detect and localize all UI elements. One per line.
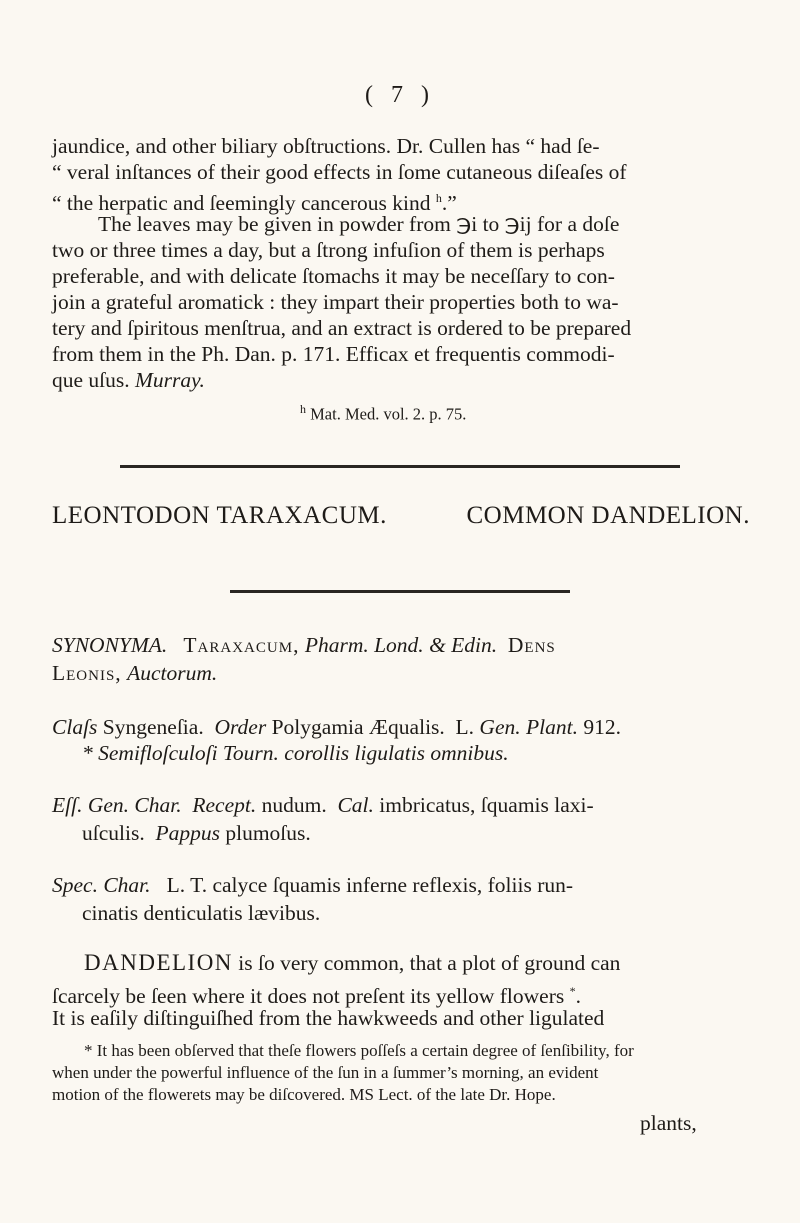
footnote-line: motion of the flowerets may be diſcovered. MS Lect. of the late Dr. Hope. xyxy=(52,1085,556,1104)
ess-gen-char-line xyxy=(52,792,594,818)
heading-latin: LEONTODON TARAXACUM. xyxy=(52,502,387,529)
text-span: que uſus. xyxy=(52,368,130,392)
tournefort-line: * Semifloſculoſi Tourn. corollis ligulatis omnibus. xyxy=(82,741,509,765)
text-span: .” xyxy=(441,191,457,216)
order-value: Polygamia Æqualis. xyxy=(271,715,445,739)
footnote-line: when under the powerful influence of the ſun in a ſummer’s morning, an evident xyxy=(52,1063,599,1082)
text-line: jaundice, and other biliary obſtructions. Dr. Cullen has “ had ſe- xyxy=(52,134,600,158)
text-span: ſcarcely be ſeen where it does not preſent its yellow flowers xyxy=(52,984,565,1009)
text-line: “ veral inſtances of their good effects in ſome cutaneous diſeaſes of xyxy=(52,160,627,184)
pappus-label: Pappus xyxy=(155,821,220,845)
calyx-label: Cal. xyxy=(337,793,374,817)
pappus-value: plumoſus. xyxy=(225,821,311,845)
spec-value: L. T. calyce ſquamis inferne reflexis, foliis run- xyxy=(166,873,574,897)
footnote-line: * It has been obſerved that theſe flowers poſſeſs a certain degree of ſenſibility, for xyxy=(84,1041,634,1060)
linnaeus-abbrev: L. xyxy=(455,715,475,739)
synonyma-line xyxy=(52,632,556,658)
calyx-value: imbricatus, ſquamis laxi- xyxy=(379,793,594,817)
text-line: join a grateful aromatick : they impart their properties both to wa- xyxy=(52,290,619,314)
synonym-name: Dens xyxy=(507,633,556,657)
divider-rule xyxy=(120,465,680,468)
heading-english: COMMON DANDELION. xyxy=(466,502,750,529)
calyx-value: uſculis. xyxy=(82,821,145,845)
catchword: plants, xyxy=(640,1111,697,1135)
text-span: “ the herpatic and ſeemingly cancerous kind xyxy=(52,191,431,216)
page-number: ( 7 ) xyxy=(365,82,435,108)
synonym-name: Leonis, xyxy=(52,661,122,685)
lead-word: DANDELION xyxy=(84,950,233,975)
text-line xyxy=(52,367,205,393)
genus-ref: Gen. Plant. xyxy=(479,715,578,739)
footnote-text: Mat. Med. vol. 2. p. 75. xyxy=(310,404,467,424)
ess-gen-char-line xyxy=(82,820,311,846)
class-line xyxy=(52,714,621,740)
footnote-ref: * xyxy=(569,984,576,998)
body-line xyxy=(84,950,620,976)
text-line: two or three times a day, but a ſtrong infuſion of them is perhaps xyxy=(52,238,605,262)
spec-label: Spec. Char. xyxy=(52,873,151,897)
section-heading xyxy=(52,502,750,530)
order-label: Order xyxy=(214,715,267,739)
synonym-name: Taraxacum, xyxy=(183,633,300,657)
text-line: from them in the Ph. Dan. p. 171. Efficax et frequentis commodi- xyxy=(52,342,615,366)
synonym-source: Auctorum. xyxy=(127,661,218,685)
ampersand: & xyxy=(429,633,446,657)
spec-char-line xyxy=(52,872,573,898)
receptacle-value: nudum. xyxy=(261,793,327,817)
spec-char-line: cinatis denticulatis lævibus. xyxy=(82,901,321,925)
text-line: tery and ſpiritous menſtrua, and an extract is ordered to be prepared xyxy=(52,316,632,340)
author-name: Murray. xyxy=(135,368,205,392)
class-label: Claſs xyxy=(52,715,98,739)
text-line: preferable, and with delicate ſtomachs it may be neceſſary to con- xyxy=(52,264,615,288)
footnote xyxy=(300,398,466,426)
synonym-source: Pharm. Lond. xyxy=(304,633,424,657)
class-value: Syngeneſia. xyxy=(102,715,204,739)
body-line: It is eaſily diſtinguiſhed from the hawkweeds and other ligulated xyxy=(52,1006,605,1030)
receptacle-label: Recept. xyxy=(192,793,257,817)
divider-rule xyxy=(230,590,570,593)
footnote-mark: h xyxy=(300,402,306,416)
footnote-ref: h xyxy=(435,191,442,205)
synonyma-line xyxy=(52,660,217,686)
ess-label: Eſſ. Gen. Char. xyxy=(52,793,182,817)
genus-number: 912. xyxy=(583,715,621,739)
text-line: The leaves may be given in powder from ℈i to ℈ij for a doſe xyxy=(98,212,620,236)
synonyma-label: SYNONYMA. xyxy=(52,633,168,657)
synonym-source: Edin. xyxy=(451,633,498,657)
text-span: . xyxy=(575,984,581,1009)
text-span: is ſo very common, that a plot of ground can xyxy=(238,951,621,975)
